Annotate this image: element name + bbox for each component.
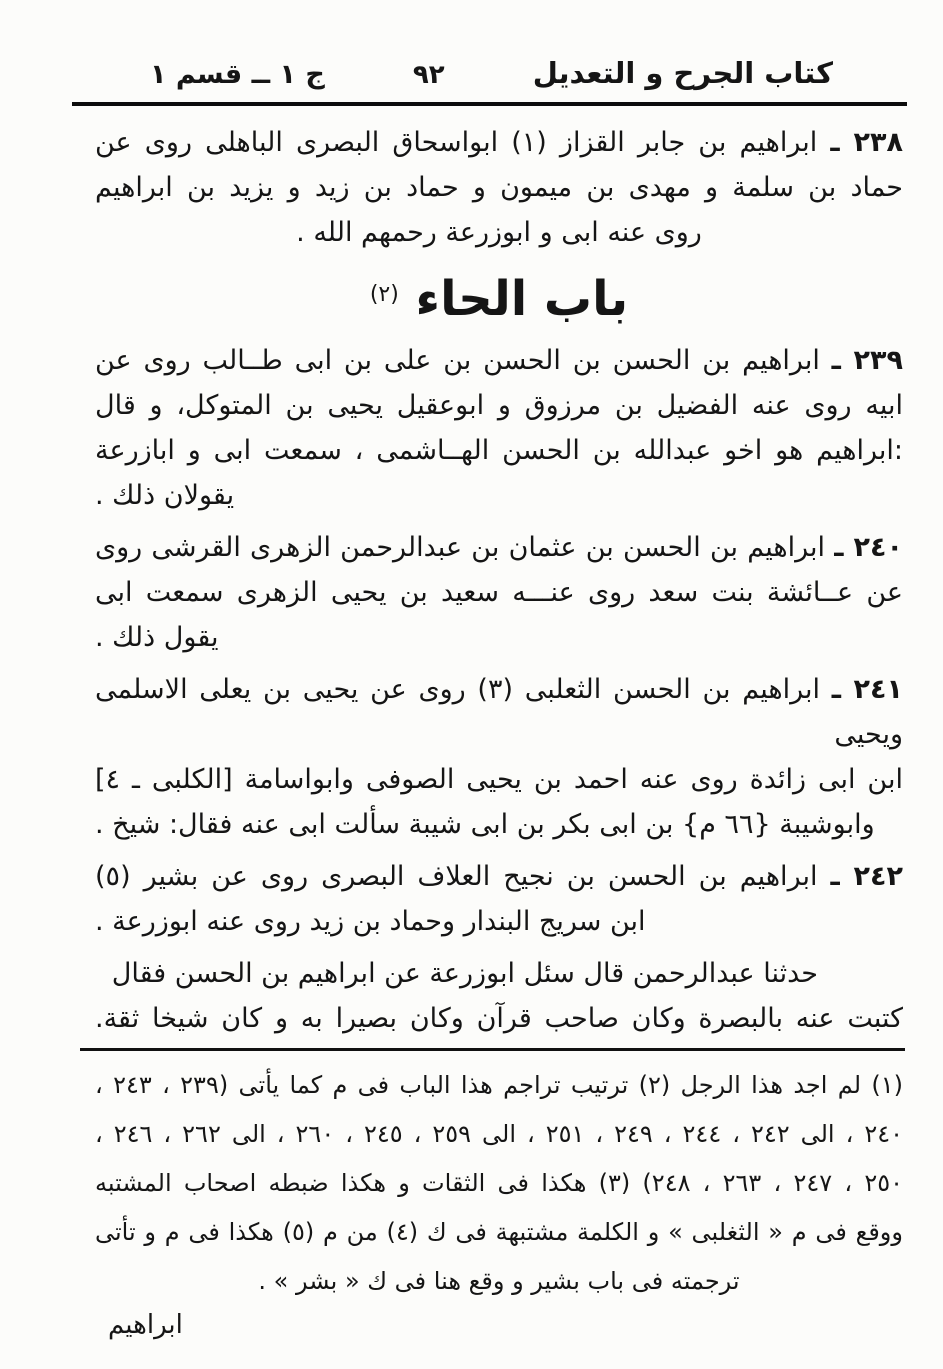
- entry-line: ابن ابى زائدة روى عنه احمد بن يحيى الصوفى وابواسامة [الكلبى ـ ٤]: [95, 764, 903, 795]
- entry-line: عن عــائشة بنت سعد روى عنـــه سعيد بن يحيى الزهرى سمعت ابى: [95, 577, 903, 608]
- catchword: ابراهيم: [108, 1310, 183, 1340]
- footnotes: [0, 1051, 943, 1306]
- section-heading-text: باب الحاء: [415, 271, 629, 327]
- book-title: كتاب الجرح و التعديل: [532, 56, 833, 90]
- entry-text: ابراهيم بن الحسن الثعلبى (٣) روى عن يحيى بن يعلى الاسلمى ويحيى: [95, 674, 903, 750]
- entry-line: حماد بن سلمة و مهدى بن ميمون و حماد بن زيد و يزيد بن ابراهيم: [95, 172, 903, 203]
- entry-line: يقولان ذلك .: [95, 480, 235, 511]
- entry-240: [95, 525, 903, 660]
- footnote-line: ٢٤٠ ، الى ٢٤٢ ، ٢٤٤ ، ٢٤٩ ، ٢٥١ ، الى ٢٥٩ ، ٢٤٥ ، ٢٦٠ ، الى ٢٦٢ ، ٢٤٦ ،: [95, 1120, 903, 1148]
- entry-number: ٢٤١ ـ: [831, 674, 903, 705]
- entry-line: [95, 525, 903, 570]
- entry-line: [95, 338, 903, 383]
- section-heading: [95, 262, 903, 332]
- entry-line: [95, 667, 903, 757]
- entry-238: [95, 120, 903, 255]
- main-text: [0, 106, 943, 1041]
- footnote-line: ترجمته فى باب بشير و وقع هنا فى ك « بشر » .: [258, 1267, 740, 1295]
- entry-number: ٢٣٨ ـ: [830, 127, 903, 158]
- entry-line: وابوشيبة {٦٦ م} بن ابى بكر بن ابى شيبة سألت ابى عنه فقال: شيخ .: [95, 809, 875, 840]
- entry-number: ٢٤٠ ـ: [834, 532, 903, 563]
- page-header: [0, 0, 943, 90]
- footnote-ref: (٢): [369, 282, 399, 307]
- entry-text: ابراهيم بن الحسن بن نجيح العلاف البصرى روى عن بشير (٥): [95, 861, 818, 892]
- entry-text: ابراهيم بن الحسن بن الحسن بن على بن ابى طــالب روى عن: [95, 345, 820, 376]
- closing-paragraph: [95, 951, 903, 1041]
- entry-line: :ابراهيم هو اخو عبدالله بن الحسن الهــاشمى ، سمعت ابى و ابازرعة: [95, 435, 903, 466]
- entry-239: [95, 338, 903, 518]
- entry-number: ٢٣٩ ـ: [831, 345, 903, 376]
- entry-text: ابراهيم بن جابر القزاز (١) ابواسحاق البصرى الباهلى روى عن: [95, 127, 818, 158]
- entry-241: [95, 667, 903, 847]
- entry-line: ابن سريج البندار وحماد بن زيد روى عنه ابوزرعة .: [95, 906, 646, 937]
- paragraph-line: كتبت عنه بالبصرة وكان صاحب قرآن وكان بصيرا به و كان شيخا ثقة.: [95, 1003, 903, 1034]
- entry-line: [95, 120, 903, 165]
- entry-text: ابراهيم بن الحسن بن عثمان بن عبدالرحمن الزهرى القرشى روى: [95, 532, 826, 563]
- entry-line: [95, 854, 903, 899]
- page-number: ٩٢: [412, 60, 445, 90]
- entry-line: روى عنه ابى و ابوزرعة رحمهم الله .: [296, 217, 702, 248]
- entry-line: يقول ذلك .: [95, 622, 219, 653]
- entry-line: ابيه روى عنه الفضيل بن مرزوق و ابوعقيل يحيى بن المتوكل، و قال: [95, 390, 903, 421]
- footnote-line: ووقع فى م « الثغلبى » و الكلمة مشتبهة فى ك (٤) من م (٥) هكذا فى م و تأتى: [95, 1218, 903, 1246]
- footnote-line: (١) لم اجد هذا الرجل (٢) ترتيب تراجم هذا الباب فى م كما يأتى (٢٣٩ ، ٢٤٣ ،: [95, 1071, 903, 1099]
- paragraph-line: حدثنا عبدالرحمن قال سئل ابوزرعة عن ابراهيم بن الحسن فقال: [111, 958, 818, 989]
- volume-part-info: ج ١ ــ قسم ١: [150, 59, 325, 90]
- catchword-row: [0, 1310, 943, 1340]
- footnote-line: ٢٥٠ ، ٢٤٧ ، ٢٦٣ ، ٢٤٨) (٣) هكذا فى الثقات و هكذا ضبطه اصحاب المشتبه: [95, 1169, 903, 1197]
- entry-242: [95, 854, 903, 944]
- entry-number: ٢٤٢ ـ: [830, 861, 903, 892]
